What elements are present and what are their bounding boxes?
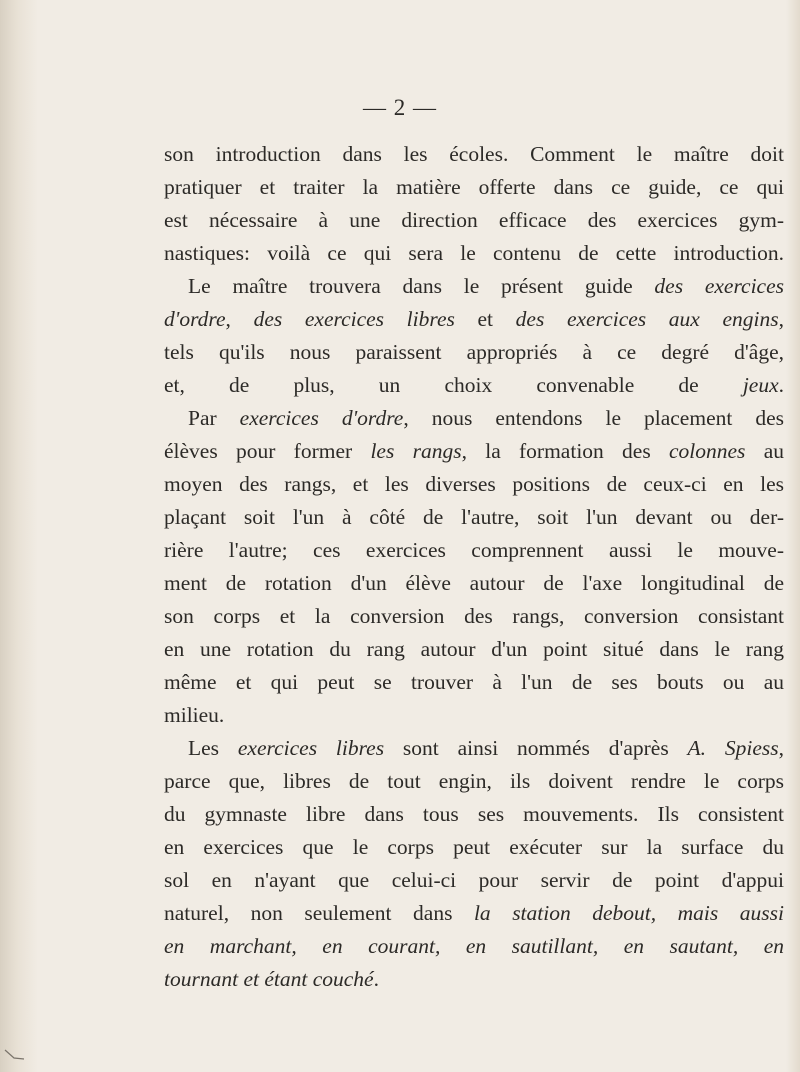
text-run: sont ainsi nommés d'après <box>384 736 688 760</box>
text-run: , la formation des <box>461 439 669 463</box>
text-line <box>164 864 784 897</box>
text-run: nastiques: voilà ce qui sera le contenu de cette introduction. <box>164 241 784 265</box>
text-run: en exercices que le corps peut exécuter sur la surface du <box>164 835 784 859</box>
text-run: rière l'autre; ces exercices comprennent aussi le mouve- <box>164 538 784 562</box>
italic-run: exercices libres <box>237 736 385 760</box>
text-run: pratiquer et traiter la matière offerte dans ce guide, ce qui <box>164 175 784 199</box>
text-line <box>164 963 784 996</box>
text-run: plaçant soit l'un à côté de l'autre, soit l'un devant ou der- <box>164 505 784 529</box>
text-run: Les <box>188 736 238 760</box>
text-line <box>164 534 784 567</box>
text-run: tels qu'ils nous paraissent appropriés à ce degré d'âge, <box>164 340 784 364</box>
text-line <box>164 732 784 765</box>
text-line <box>164 138 784 171</box>
text-line <box>164 600 784 633</box>
text-run: son corps et la conversion des rangs, conversion consistant <box>164 604 784 628</box>
text-line <box>164 336 784 369</box>
text-run: Le maître trouvera dans le présent guide <box>188 274 655 298</box>
text-line <box>164 633 784 666</box>
italic-run: tournant et étant couché <box>164 967 374 991</box>
text-line <box>164 402 784 435</box>
text-line <box>164 798 784 831</box>
italic-run: A. Spiess <box>687 736 779 760</box>
text-run: et <box>454 307 516 331</box>
text-line <box>164 369 784 402</box>
italic-run: des exercices <box>654 274 785 298</box>
italic-run: les rangs <box>370 439 462 463</box>
text-run: , <box>778 307 784 331</box>
italic-run: jeux <box>742 373 779 397</box>
text-line <box>164 666 784 699</box>
italic-run: en marchant, en courant, en sautillant, en sautant, en <box>164 934 784 958</box>
text-run: , nous entendons le placement des <box>403 406 784 430</box>
text-line <box>164 237 784 270</box>
text-run: au <box>745 439 784 463</box>
italic-run: exercices d'ordre <box>239 406 404 430</box>
text-run: Par <box>188 406 240 430</box>
text-line <box>164 699 784 732</box>
page-edge-shadow <box>786 0 800 1072</box>
text-line <box>164 435 784 468</box>
text-line <box>164 765 784 798</box>
text-line <box>164 501 784 534</box>
text-run: sol en n'ayant que celui-ci pour servir de point d'appui <box>164 868 784 892</box>
italic-run: colonnes <box>669 439 746 463</box>
text-run: du gymnaste libre dans tous ses mouvements. Ils consistent <box>164 802 784 826</box>
body-text <box>164 138 784 996</box>
italic-run: des exercices aux engins <box>515 307 779 331</box>
text-run: naturel, non seulement dans <box>164 901 474 925</box>
text-line <box>164 204 784 237</box>
text-run: et, de plus, un choix convenable de <box>164 373 743 397</box>
text-run: en une rotation du rang autour d'un point situé dans le rang <box>164 637 784 661</box>
italic-run: d'ordre <box>164 307 226 331</box>
text-run: ment de rotation d'un élève autour de l'axe longitudinal de <box>164 571 784 595</box>
text-run: . <box>778 373 784 397</box>
text-run: moyen des rangs, et les diverses positions de ceux-ci en les <box>164 472 784 496</box>
text-run: son introduction dans les écoles. Comment le maître doit <box>164 142 784 166</box>
text-line <box>164 171 784 204</box>
text-run: même et qui peut se trouver à l'un de ses bouts ou au <box>164 670 784 694</box>
text-run: est nécessaire à une direction efficace des exercices gym- <box>164 208 784 232</box>
text-line <box>164 930 784 963</box>
page-gutter-shadow <box>0 0 38 1072</box>
italic-run: la station debout, mais aussi <box>473 901 784 925</box>
italic-run: des exercices libres <box>253 307 455 331</box>
text-run: parce que, libres de tout engin, ils doivent rendre le corps <box>164 769 784 793</box>
text-line <box>164 270 784 303</box>
text-line <box>164 303 784 336</box>
text-run: , <box>225 307 254 331</box>
text-run: milieu. <box>164 703 225 727</box>
text-line <box>164 897 784 930</box>
text-line <box>164 831 784 864</box>
text-run: élèves pour former <box>164 439 371 463</box>
text-line <box>164 468 784 501</box>
page-number: — 2 — <box>363 95 437 120</box>
text-run: . <box>373 967 379 991</box>
pencil-mark <box>4 1048 26 1060</box>
text-run: , <box>778 736 785 760</box>
text-line <box>164 567 784 600</box>
